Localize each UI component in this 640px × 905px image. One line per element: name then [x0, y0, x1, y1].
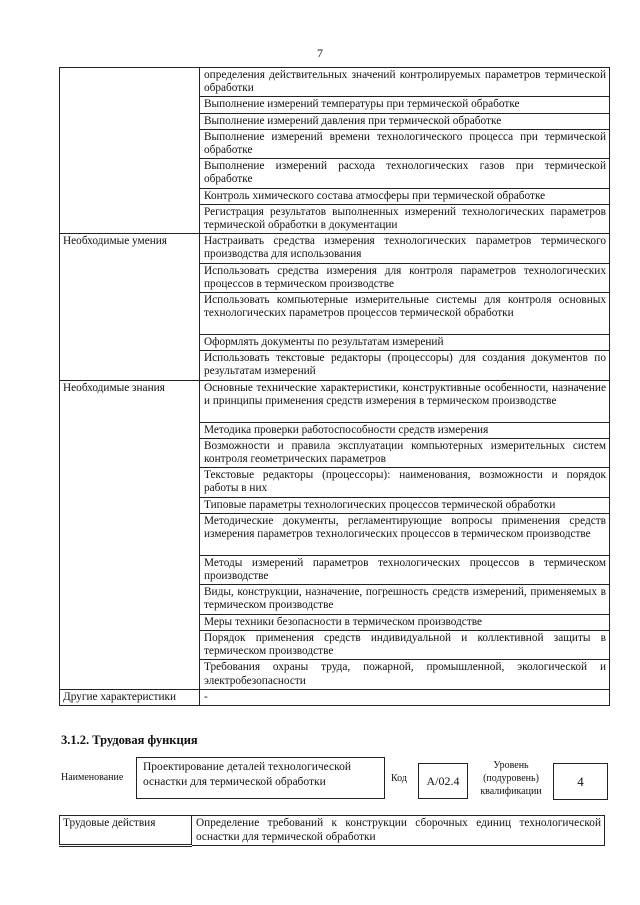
name-label: Наименование [61, 772, 124, 783]
other-value: - [200, 689, 610, 705]
table-row: Методика проверки работоспособности средств измерения [200, 422, 610, 438]
table-row: Основные технические характеристики, конструктивные особенности, назначение и принципы применения средств измерения в термическом производстве [200, 380, 610, 422]
table-row: Использовать текстовые редакторы (процессоры) для создания документов по результатам измерений [200, 351, 610, 380]
table-row: Определение требований к конструкции сборочных единиц технологической оснастки для термической обработки [192, 816, 605, 846]
other-label: Другие характеристики [60, 689, 200, 705]
table-row: Возможности и правила эксплуатации компьютерных измерительных систем контроля геометрических параметров [200, 438, 610, 467]
empty-label-cell [60, 68, 200, 234]
table-row: Выполнение измерений времени технологического процесса при термической обработке [200, 129, 610, 158]
table-row: Выполнение измерений расхода технологических газов при термической обработке [200, 159, 610, 188]
table-row: Настраивать средства измерения технологических параметров термического производства для использования [200, 234, 610, 263]
actions-label: Трудовые действия [60, 816, 192, 846]
table-row: Виды, конструкции, назначение, погрешность средств измерений, применяемых в термическом производстве [200, 585, 610, 614]
function-name: Проектирование деталей технологической оснастки для термической обработки [136, 757, 385, 799]
table-row: Меры техники безопасности в термическом производстве [200, 614, 610, 630]
page-number: 7 [317, 46, 323, 60]
table-row: Выполнение измерений температуры при термической обработке [200, 97, 610, 113]
table-row: Методические документы, регламентирующие вопросы применения средств измерения параметров технологических процессов в термическом производстве [200, 513, 610, 555]
function-header [0, 757, 640, 807]
table-row: определения действительных значений контролируемых параметров термической обработки [200, 68, 610, 97]
table-row: Оформлять документы по результатам измерений [200, 335, 610, 351]
table-row: Использовать компьютерные измерительные системы для контроля основных технологических параметров процессов термической обработки [200, 293, 610, 335]
table-row: Методы измерений параметров технологических процессов в термическом производстве [200, 555, 610, 584]
table-row: Текстовые редакторы (процессоры): наименования, возможности и порядок работы в них [200, 468, 610, 497]
section-title: 3.1.2. Трудовая функция [61, 733, 198, 747]
table-row: Требования охраны труда, пожарной, промышленной, экологической и электробезопасности [200, 660, 610, 689]
table-row: Типовые параметры технологических процессов термической обработки [200, 497, 610, 513]
skills-label: Необходимые умения [60, 234, 200, 380]
table-row: Контроль химического состава атмосферы при термической обработке [200, 188, 610, 204]
function-level: 4 [553, 763, 608, 800]
table-row: Выполнение измерений давления при термической обработке [200, 113, 610, 129]
function-code: А/02.4 [418, 763, 468, 799]
actions-table [59, 815, 605, 847]
code-label: Код [391, 773, 407, 784]
table-row: Регистрация результатов выполненных измерений технологических параметров термической обработки в документации [200, 204, 610, 233]
requirements-table [59, 67, 610, 706]
table-row: Порядок применения средств индивидуальной и коллективной защиты в термическом производстве [200, 630, 610, 659]
knowledge-label: Необходимые знания [60, 380, 200, 689]
table-row: Использовать средства измерения для контроля параметров технологических процессов в термическом производстве [200, 263, 610, 292]
level-label: Уровень (подуровень) квалификации [480, 760, 542, 797]
